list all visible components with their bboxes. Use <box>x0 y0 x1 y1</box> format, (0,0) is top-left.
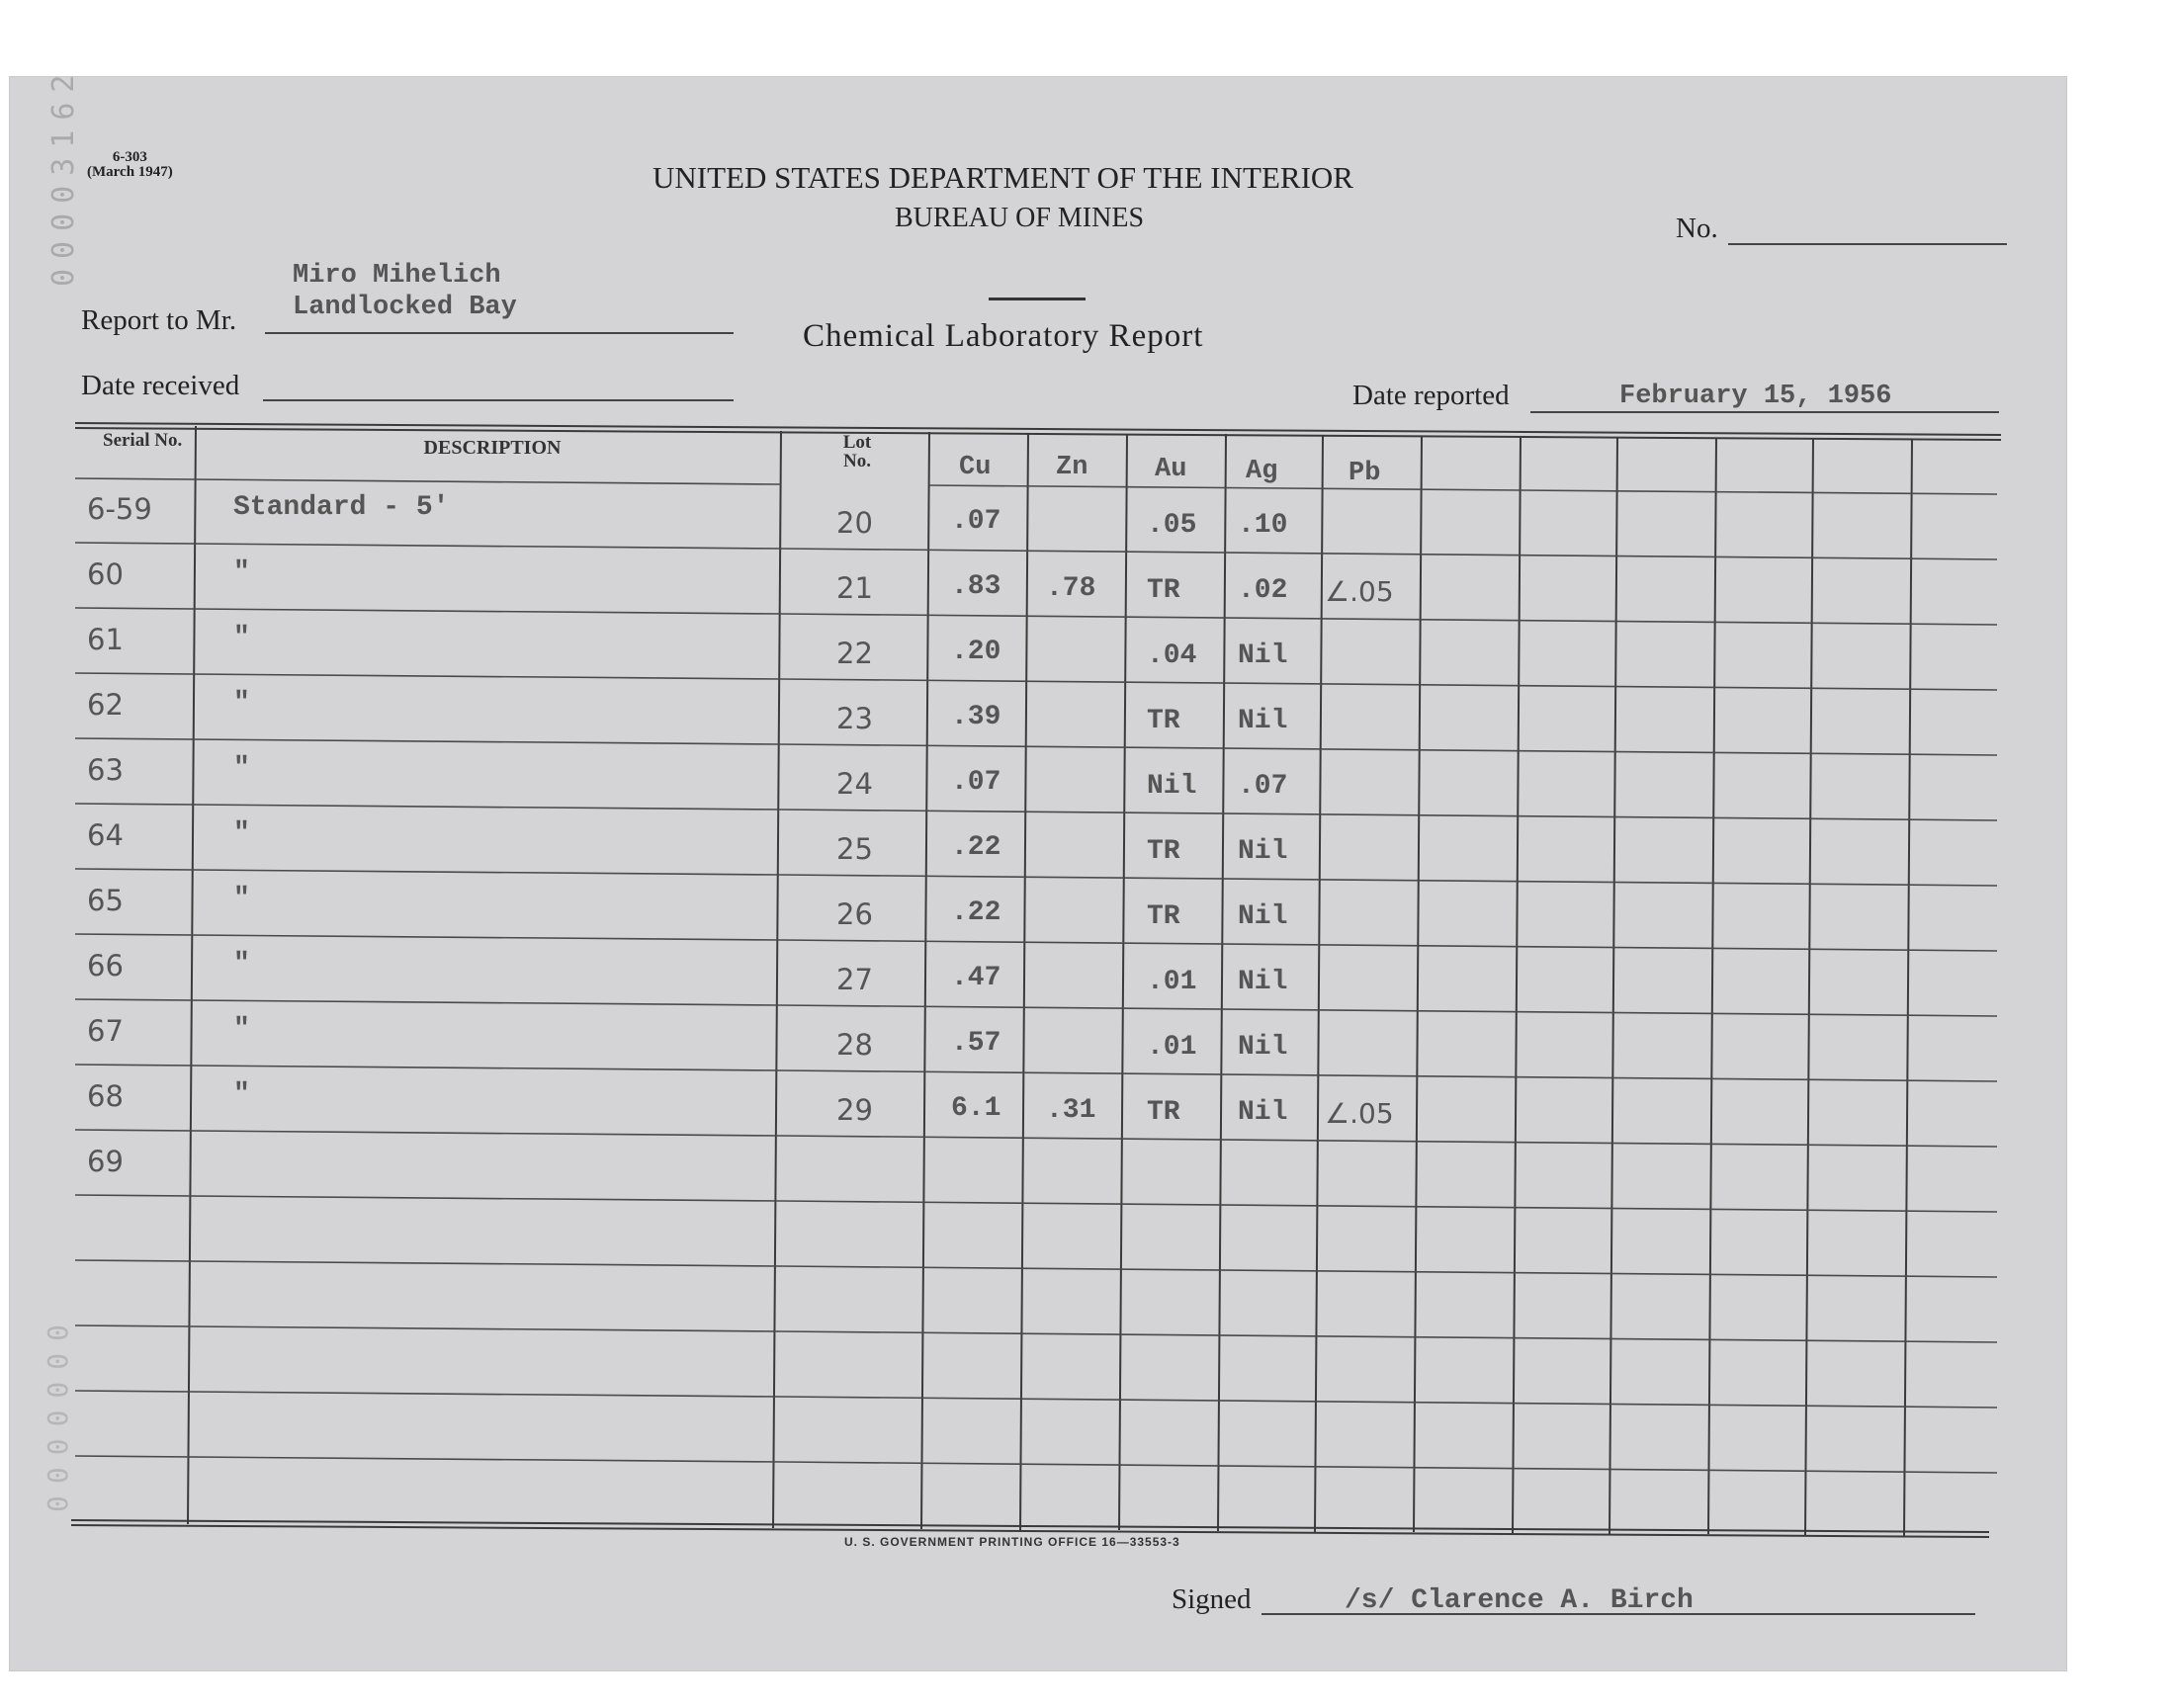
cell-serial: 63 <box>87 753 124 787</box>
header-zn: Zn <box>1056 453 1088 482</box>
cell-description: " <box>233 884 250 914</box>
cell-serial: 67 <box>87 1014 124 1048</box>
cell-cu: .47 <box>951 963 1001 993</box>
cell-au: TR <box>1147 836 1180 867</box>
cell-cu: .22 <box>951 832 1001 863</box>
cell-au: .04 <box>1147 640 1197 671</box>
cell-au: .01 <box>1147 1032 1197 1063</box>
cell-serial: 6-59 <box>87 492 152 526</box>
header-serial-no: Serial No. <box>103 430 183 451</box>
no-label: No. <box>1676 213 1718 244</box>
col-sep-cu <box>1020 433 1028 1530</box>
cell-au: .05 <box>1147 510 1197 541</box>
signature: /s/ Clarence A. Birch <box>1345 1585 1694 1616</box>
col-sep-pb <box>1414 436 1422 1532</box>
report-to-label: Report to Mr. <box>81 304 237 336</box>
cell-au: TR <box>1147 1097 1180 1128</box>
col-sep-au <box>1218 434 1226 1531</box>
col-sep-blank-5 <box>1904 439 1912 1536</box>
cell-ag: .07 <box>1238 771 1288 802</box>
cell-au: TR <box>1147 575 1180 606</box>
form-number: 6-303 <box>112 149 147 165</box>
printer-imprint: U. S. GOVERNMENT PRINTING OFFICE 16—33553-3 <box>844 1535 1180 1549</box>
cell-serial: 66 <box>87 949 124 982</box>
signed-label: Signed <box>1172 1583 1252 1615</box>
header-description: DESCRIPTION <box>423 437 562 459</box>
cell-ag: Nil <box>1238 640 1288 671</box>
cell-ag: .02 <box>1238 575 1288 606</box>
cell-serial: 68 <box>87 1079 124 1113</box>
bureau-heading: BUREAU OF MINES <box>895 203 1145 233</box>
cell-cu: 6.1 <box>951 1093 1001 1124</box>
cell-ag: Nil <box>1238 967 1288 997</box>
cell-description: " <box>233 1079 250 1110</box>
cell-description: " <box>233 753 250 784</box>
col-sep-lot <box>921 432 929 1529</box>
cell-description: " <box>233 623 250 653</box>
cell-ag: Nil <box>1238 836 1288 867</box>
cell-zn: .31 <box>1046 1095 1096 1126</box>
cell-description: " <box>233 1014 250 1045</box>
cell-ag: Nil <box>1238 1097 1288 1128</box>
col-sep-blank-4 <box>1805 438 1813 1535</box>
cell-serial: 60 <box>87 557 124 591</box>
cell-lot: 28 <box>836 1028 873 1062</box>
cell-pb: ∠.05 <box>1325 1097 1394 1130</box>
header-au: Au <box>1155 455 1187 484</box>
cell-zn: .78 <box>1046 573 1096 604</box>
cell-ag: Nil <box>1238 706 1288 736</box>
cell-description: Standard - 5' <box>233 492 450 523</box>
header-lot-no: Lot No. <box>842 432 872 471</box>
report-title: Chemical Laboratory Report <box>803 318 1204 354</box>
cell-au: Nil <box>1147 771 1197 802</box>
col-sep-zn <box>1119 434 1127 1530</box>
cell-description: " <box>233 688 250 719</box>
cell-lot: 22 <box>836 637 873 670</box>
col-sep-blank-2 <box>1610 437 1617 1534</box>
cell-description: " <box>233 818 250 849</box>
report-to-name: Miro Mihelich <box>293 261 501 291</box>
cell-lot: 24 <box>836 767 873 801</box>
row-lines <box>75 478 1997 1473</box>
header-pb: Pb <box>1348 459 1381 488</box>
cell-lot: 23 <box>836 702 873 735</box>
cell-lot: 26 <box>836 897 873 931</box>
col-sep-blank-1 <box>1513 436 1521 1533</box>
cell-cu: .83 <box>951 571 1001 602</box>
form-date: (March 1947) <box>87 164 173 180</box>
cell-au: .01 <box>1147 967 1197 997</box>
cell-description: " <box>233 557 250 588</box>
cell-ag: Nil <box>1238 901 1288 932</box>
department-heading: UNITED STATES DEPARTMENT OF THE INTERIOR <box>652 160 1353 195</box>
margin-stamp-top: 00003162 <box>46 64 81 287</box>
cell-serial: 62 <box>87 688 124 722</box>
col-sep-serial <box>188 426 196 1524</box>
date-reported-label: Date reported <box>1352 380 1510 411</box>
date-received-label: Date received <box>81 370 240 401</box>
cell-serial: 64 <box>87 818 124 852</box>
cell-ag: Nil <box>1238 1032 1288 1063</box>
cell-cu: .22 <box>951 897 1001 928</box>
cell-lot: 25 <box>836 832 873 866</box>
cell-serial: 65 <box>87 884 124 917</box>
cell-serial: 69 <box>87 1145 124 1178</box>
cell-cu: .07 <box>951 767 1001 798</box>
cell-pb: ∠.05 <box>1325 575 1394 608</box>
col-sep-description <box>773 431 781 1528</box>
cell-lot: 29 <box>836 1093 873 1127</box>
cell-au: TR <box>1147 901 1180 932</box>
cell-description: " <box>233 949 250 980</box>
cell-cu: .07 <box>951 506 1001 537</box>
header-ag: Ag <box>1246 457 1278 486</box>
cell-au: TR <box>1147 706 1180 736</box>
cell-ag: .10 <box>1238 510 1288 541</box>
cell-cu: .20 <box>951 637 1001 667</box>
cell-serial: 61 <box>87 623 124 656</box>
cell-lot: 21 <box>836 571 873 605</box>
col-sep-blank-3 <box>1708 438 1716 1534</box>
cell-cu: .39 <box>951 702 1001 732</box>
cell-lot: 20 <box>836 506 873 540</box>
margin-stamp-bottom: 0000000 <box>42 1312 74 1512</box>
date-reported-value: February 15, 1956 <box>1619 382 1892 411</box>
report-to-place: Landlocked Bay <box>293 293 517 322</box>
header-cu: Cu <box>959 453 992 482</box>
col-sep-ag <box>1315 435 1323 1532</box>
cell-cu: .57 <box>951 1028 1001 1059</box>
cell-lot: 27 <box>836 963 873 996</box>
